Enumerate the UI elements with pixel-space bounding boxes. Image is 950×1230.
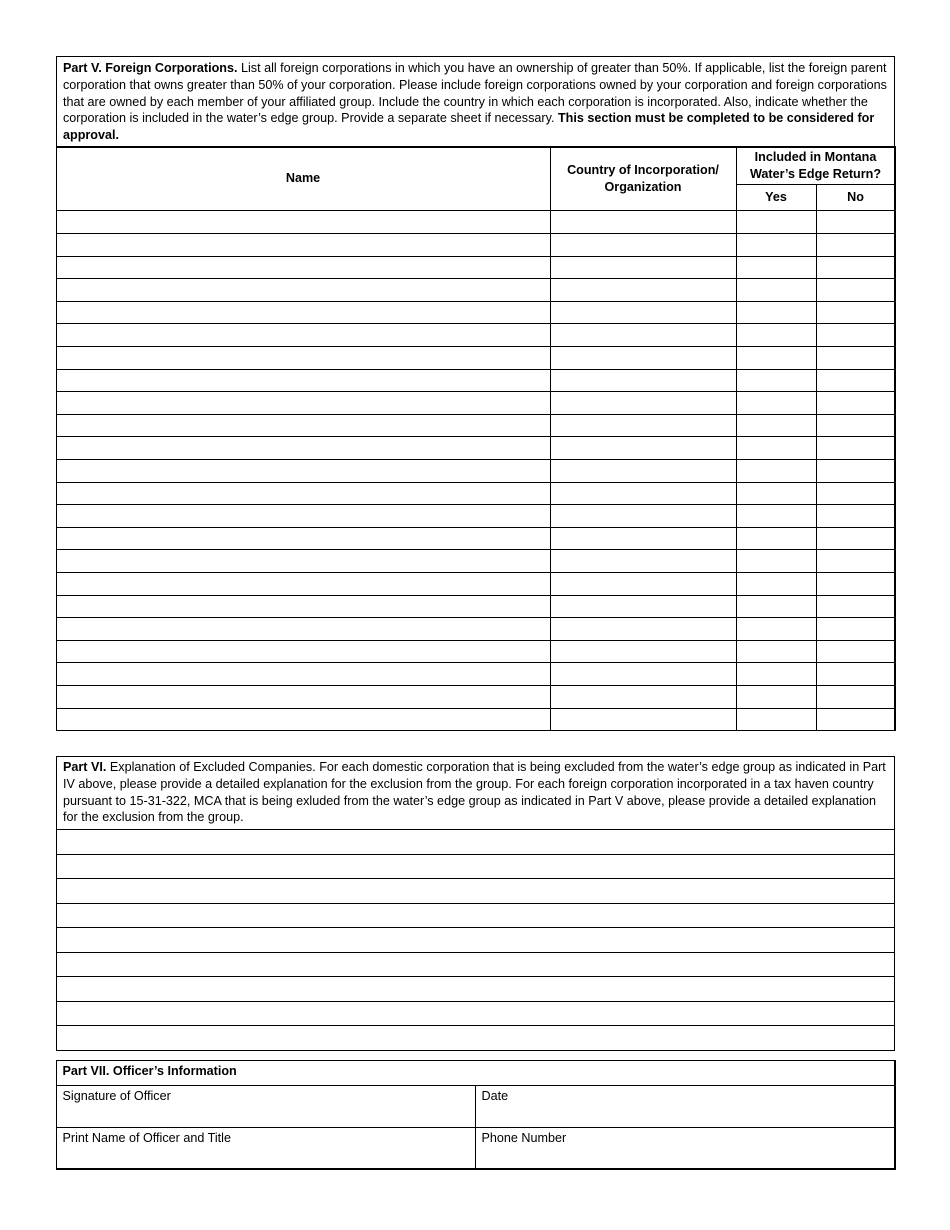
no-cell[interactable] (816, 369, 895, 392)
name-cell[interactable] (56, 663, 550, 686)
explanation-line[interactable] (57, 953, 894, 978)
explanation-lines (57, 830, 894, 1050)
column-header-country: Country of Incorporation/ Organization (550, 147, 736, 211)
no-cell[interactable] (816, 414, 895, 437)
country-cell[interactable] (550, 482, 736, 505)
part7-heading: Part VII. Officer’s Information (56, 1060, 895, 1085)
name-cell[interactable] (56, 527, 550, 550)
name-cell[interactable] (56, 505, 550, 528)
country-cell[interactable] (550, 234, 736, 257)
explanation-line[interactable] (57, 1026, 894, 1050)
explanation-line[interactable] (57, 879, 894, 904)
name-cell[interactable] (56, 324, 550, 347)
foreign-corporations-rows (56, 211, 895, 731)
name-cell[interactable] (56, 460, 550, 483)
country-cell[interactable] (550, 663, 736, 686)
yes-cell[interactable] (736, 414, 816, 437)
name-cell[interactable] (56, 708, 550, 731)
country-cell[interactable] (550, 505, 736, 528)
yes-cell[interactable] (736, 279, 816, 302)
country-cell[interactable] (550, 708, 736, 731)
country-cell[interactable] (550, 595, 736, 618)
part5-emphasis: This section must be completed to be considered for approval. (63, 111, 875, 143)
yes-cell[interactable] (736, 572, 816, 595)
part6-heading: Part VI. (63, 760, 107, 774)
yes-cell[interactable] (736, 550, 816, 573)
yes-cell[interactable] (736, 663, 816, 686)
yes-cell[interactable] (736, 256, 816, 279)
column-header-included: Included in Montana Water’s Edge Return? (736, 147, 895, 185)
part6-instructions (57, 757, 894, 830)
table-row (56, 708, 895, 731)
yes-cell[interactable] (736, 685, 816, 708)
country-cell[interactable] (550, 369, 736, 392)
yes-cell[interactable] (736, 301, 816, 324)
yes-cell[interactable] (736, 527, 816, 550)
name-cell[interactable] (56, 685, 550, 708)
print-name-label: Print Name of Officer and Title (62, 1130, 231, 1145)
explanation-line[interactable] (57, 1002, 894, 1027)
table-row (56, 234, 895, 257)
table-row (56, 347, 895, 370)
print-name-title-field[interactable] (56, 1127, 475, 1169)
table-row (56, 663, 895, 686)
no-cell[interactable] (816, 482, 895, 505)
no-cell[interactable] (816, 324, 895, 347)
country-cell[interactable] (550, 685, 736, 708)
name-cell[interactable] (56, 392, 550, 415)
yes-cell[interactable] (736, 437, 816, 460)
name-cell[interactable] (56, 437, 550, 460)
yes-cell[interactable] (736, 708, 816, 731)
part5-heading: Part V. Foreign Corporations. (63, 61, 238, 75)
explanation-line[interactable] (57, 904, 894, 929)
name-cell[interactable] (56, 369, 550, 392)
no-cell[interactable] (816, 460, 895, 483)
table-row (56, 369, 895, 392)
table-row (56, 324, 895, 347)
table-row (56, 640, 895, 663)
country-cell[interactable] (550, 618, 736, 641)
name-cell[interactable] (56, 279, 550, 302)
no-cell[interactable] (816, 392, 895, 415)
name-cell[interactable] (56, 347, 550, 370)
no-cell[interactable] (816, 211, 895, 234)
column-header-no: No (816, 185, 895, 211)
no-cell[interactable] (816, 234, 895, 257)
explanation-line[interactable] (57, 928, 894, 953)
country-cell[interactable] (550, 392, 736, 415)
signature-of-officer-field[interactable] (56, 1085, 475, 1127)
table-row (56, 595, 895, 618)
country-cell[interactable] (550, 347, 736, 370)
table-row (56, 414, 895, 437)
part6-body: Explanation of Excluded Companies. For each domestic corporation that is being excluded from the water’s edge group as indicated in Part IV above, please provide a detailed explanation for the exclusion from the group. For each foreign corporation incorporated in a tax haven country pursuant to 15-31-322, MCA that is being exluded from the water’s edge group as indicated in Part V above, please provide a detailed explanation for the exclusion from the group. (63, 760, 886, 825)
date-field[interactable] (475, 1085, 895, 1127)
yes-cell[interactable] (736, 595, 816, 618)
country-cell[interactable] (550, 460, 736, 483)
yes-cell[interactable] (736, 460, 816, 483)
country-cell[interactable] (550, 572, 736, 595)
table-row (56, 482, 895, 505)
yes-cell[interactable] (736, 211, 816, 234)
yes-cell[interactable] (736, 234, 816, 257)
table-row (56, 211, 895, 234)
table-row (56, 279, 895, 302)
name-cell[interactable] (56, 595, 550, 618)
table-row (56, 572, 895, 595)
table-row (56, 437, 895, 460)
no-cell[interactable] (816, 595, 895, 618)
name-cell[interactable] (56, 550, 550, 573)
phone-number-field[interactable] (475, 1127, 895, 1169)
no-cell[interactable] (816, 708, 895, 731)
table-row (56, 685, 895, 708)
no-cell[interactable] (816, 279, 895, 302)
country-cell[interactable] (550, 437, 736, 460)
table-row (56, 392, 895, 415)
date-label: Date (481, 1088, 509, 1103)
table-row (56, 550, 895, 573)
no-cell[interactable] (816, 347, 895, 370)
country-cell[interactable] (550, 324, 736, 347)
explanation-line[interactable] (57, 977, 894, 1002)
no-cell[interactable] (816, 437, 895, 460)
country-cell[interactable] (550, 301, 736, 324)
no-cell[interactable] (816, 685, 895, 708)
table-row (56, 527, 895, 550)
explanation-line[interactable] (57, 855, 894, 880)
table-row (56, 301, 895, 324)
part5-instructions (57, 57, 894, 148)
table-row (56, 505, 895, 528)
column-header-yes: Yes (736, 185, 816, 211)
yes-cell[interactable] (736, 482, 816, 505)
phone-label: Phone Number (481, 1130, 567, 1145)
country-cell[interactable] (550, 279, 736, 302)
name-cell[interactable] (56, 211, 550, 234)
table-row (56, 256, 895, 279)
country-cell[interactable] (550, 550, 736, 573)
part7-section (56, 1060, 895, 1169)
no-cell[interactable] (816, 550, 895, 573)
name-cell[interactable] (56, 640, 550, 663)
yes-cell[interactable] (736, 369, 816, 392)
table-row (56, 618, 895, 641)
part5-section (56, 56, 895, 731)
no-cell[interactable] (816, 640, 895, 663)
part6-section (56, 756, 895, 1051)
signature-label: Signature of Officer (62, 1088, 171, 1103)
no-cell[interactable] (816, 527, 895, 550)
yes-cell[interactable] (736, 618, 816, 641)
name-cell[interactable] (56, 572, 550, 595)
country-cell[interactable] (550, 256, 736, 279)
no-cell[interactable] (816, 505, 895, 528)
name-cell[interactable] (56, 234, 550, 257)
name-cell[interactable] (56, 414, 550, 437)
no-cell[interactable] (816, 256, 895, 279)
explanation-line[interactable] (57, 830, 894, 855)
table-row (56, 460, 895, 483)
officer-info-table (56, 1060, 896, 1170)
country-cell[interactable] (550, 527, 736, 550)
yes-cell[interactable] (736, 324, 816, 347)
country-cell[interactable] (550, 640, 736, 663)
no-cell[interactable] (816, 618, 895, 641)
name-cell[interactable] (56, 256, 550, 279)
no-cell[interactable] (816, 301, 895, 324)
country-cell[interactable] (550, 211, 736, 234)
name-cell[interactable] (56, 301, 550, 324)
column-header-name: Name (56, 147, 550, 211)
yes-cell[interactable] (736, 505, 816, 528)
name-cell[interactable] (56, 482, 550, 505)
no-cell[interactable] (816, 572, 895, 595)
no-cell[interactable] (816, 663, 895, 686)
yes-cell[interactable] (736, 392, 816, 415)
yes-cell[interactable] (736, 347, 816, 370)
name-cell[interactable] (56, 618, 550, 641)
foreign-corporations-table (56, 146, 896, 731)
yes-cell[interactable] (736, 640, 816, 663)
country-cell[interactable] (550, 414, 736, 437)
part5-body: List all foreign corporations in which you have an ownership of greater than 50%. If applicable, list the foreign parent corporation that owns greater than 50% of your corporation. Please include foreign corporations owned by your corporation and foreign corporations that are owned by each member of your affiliated group. Include the country in which each corporation is incorporated. Also, indicate whether the corporation is included in the water’s edge group. Provide a separate sheet if necessary. (63, 61, 887, 126)
